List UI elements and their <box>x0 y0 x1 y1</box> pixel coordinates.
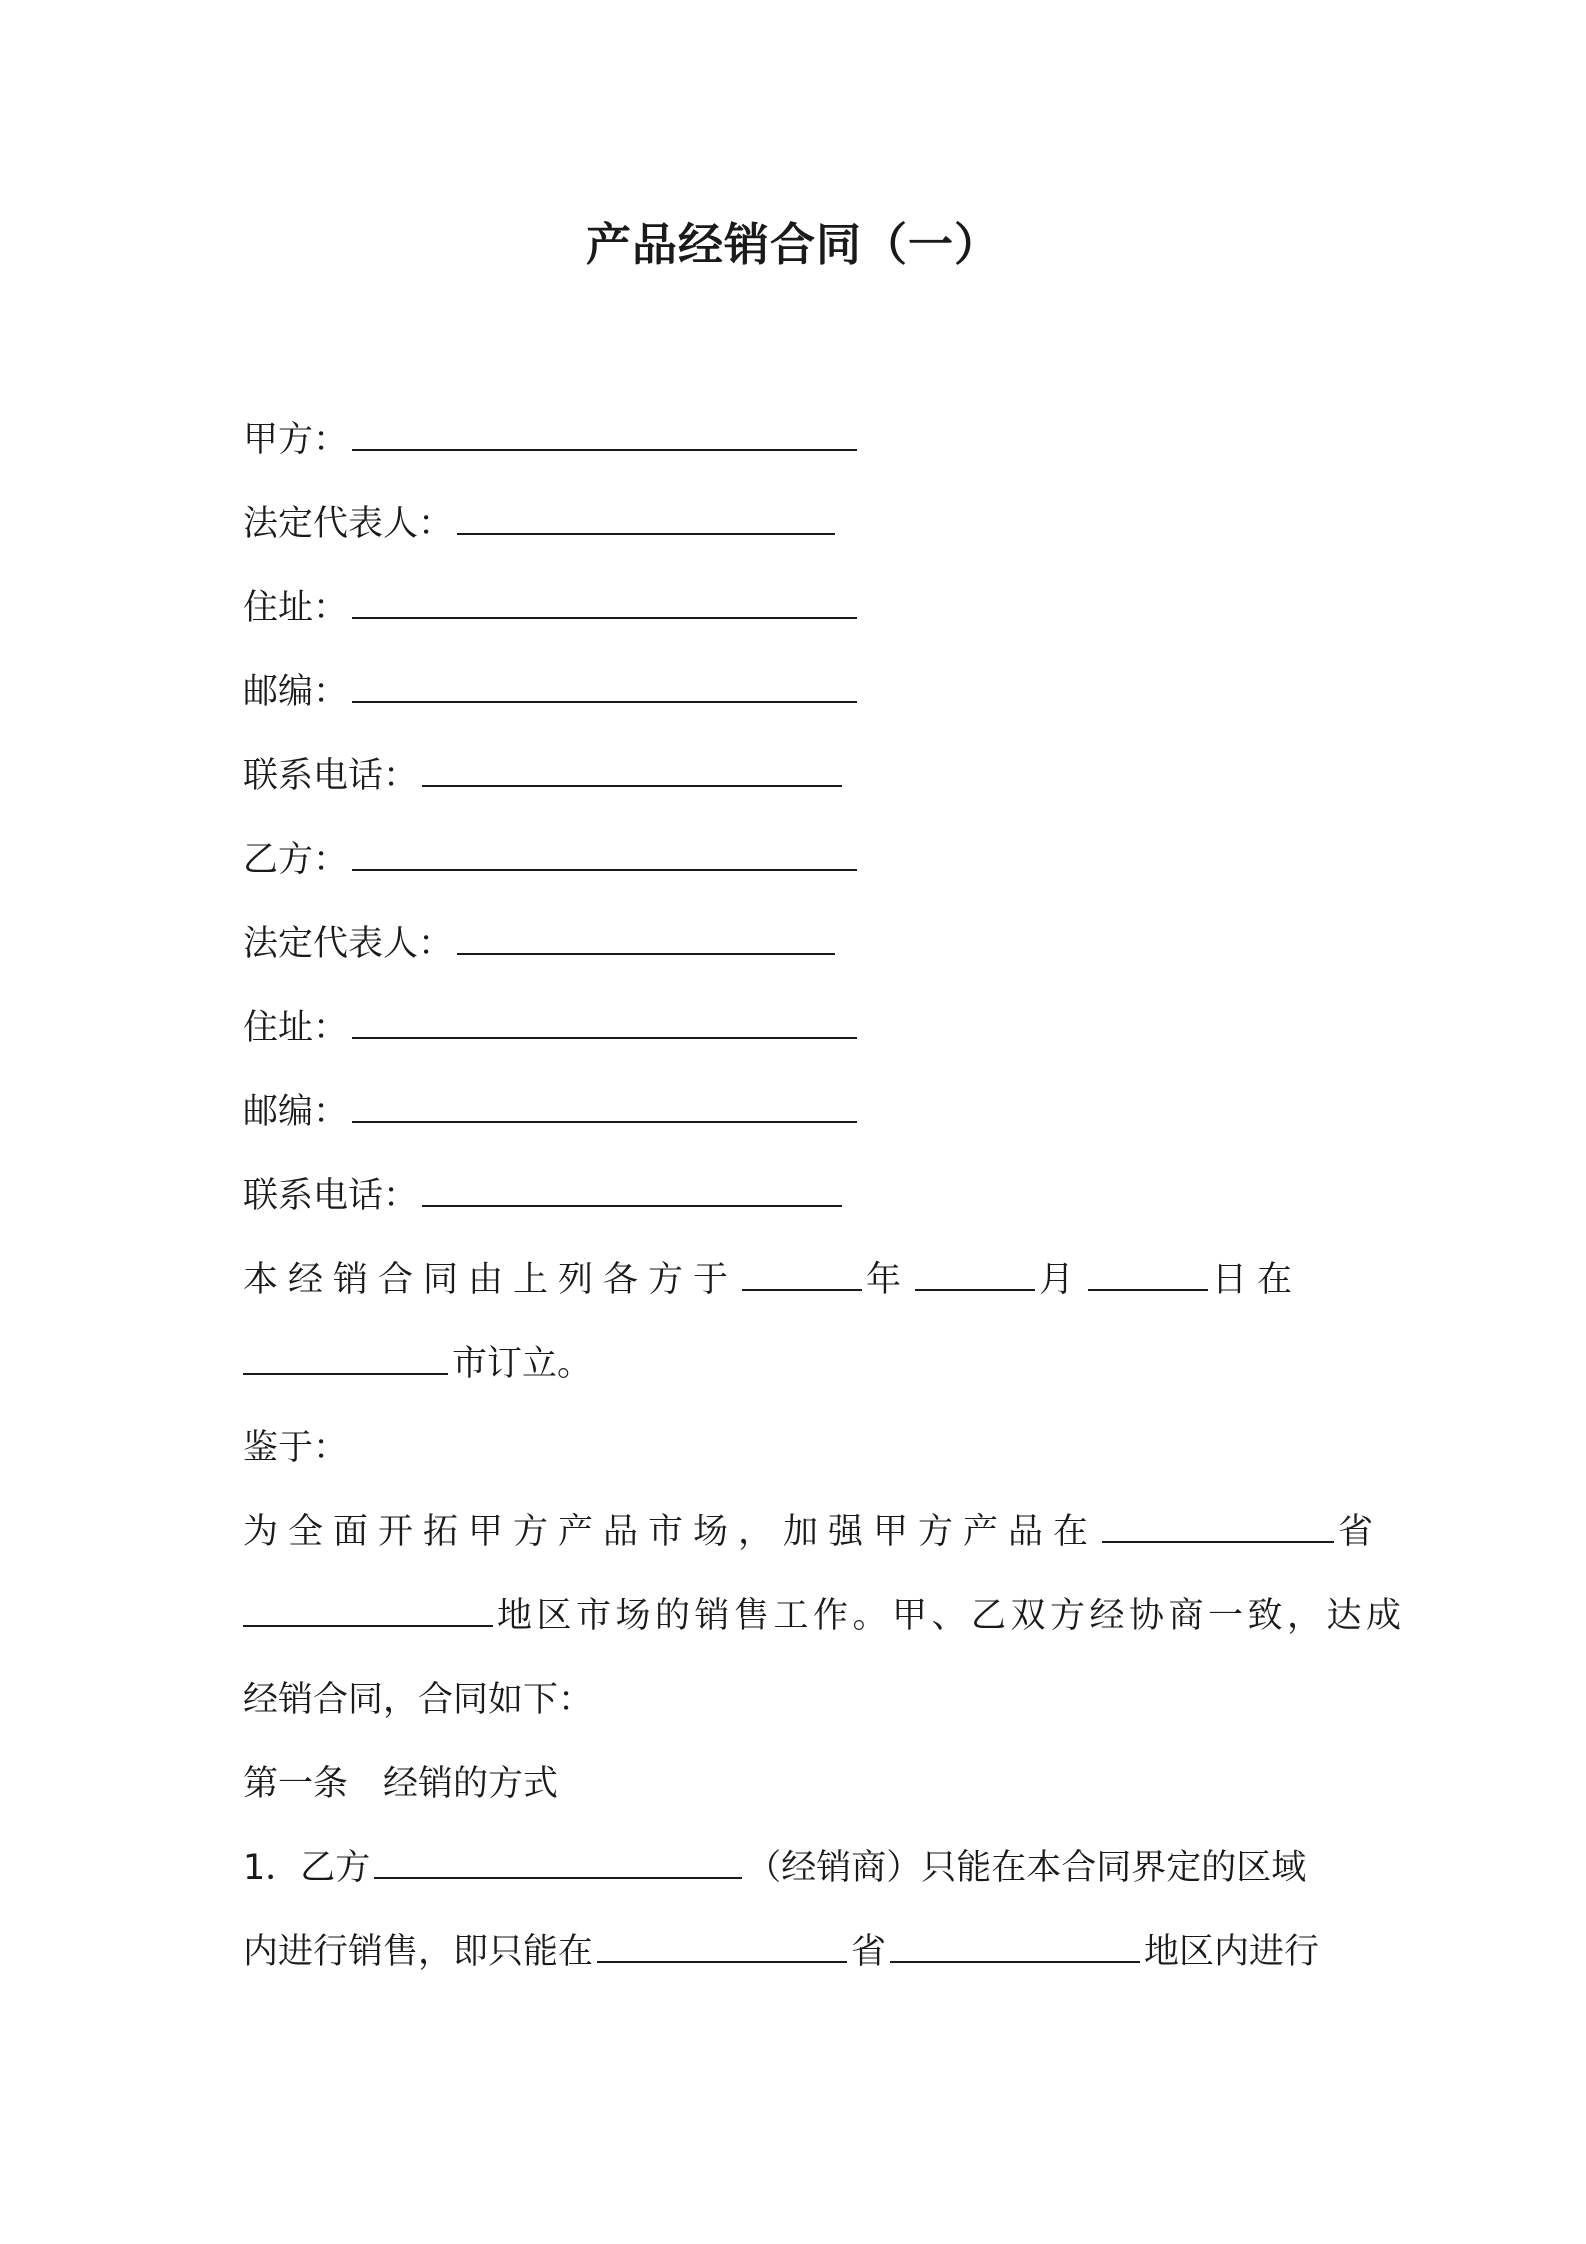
item1-text-d: 地区内进行 <box>1144 1932 1320 1972</box>
party-b-address-blank[interactable] <box>352 1001 857 1039</box>
item1-text-c: 内进行销售，即只能在 <box>243 1932 594 1972</box>
party-b-line <box>243 830 1353 890</box>
party-a-zip-label: 邮编： <box>243 672 349 712</box>
party-b-phone-blank[interactable] <box>422 1169 842 1207</box>
para1-region-blank[interactable] <box>243 1589 493 1627</box>
party-a-address-line <box>243 578 1353 638</box>
party-a-rep-line <box>243 494 1353 554</box>
year-blank[interactable] <box>742 1253 862 1291</box>
item1-province-label: 省 <box>851 1932 887 1972</box>
day-label: 日在 <box>1212 1260 1303 1300</box>
document-title: 产品经销合同（一） <box>585 218 1000 271</box>
item1-text-a: 1．乙方 <box>243 1848 371 1888</box>
item1-dealer-blank[interactable] <box>374 1841 742 1879</box>
party-a-blank[interactable] <box>352 413 857 451</box>
month-blank[interactable] <box>915 1253 1035 1291</box>
party-b-zip-label: 邮编： <box>243 1092 349 1132</box>
party-a-rep-blank[interactable] <box>457 497 835 535</box>
party-a-address-blank[interactable] <box>352 581 857 619</box>
month-label: 月 <box>1039 1260 1085 1300</box>
party-b-label: 乙方： <box>243 840 349 880</box>
item1-province-blank[interactable] <box>597 1925 847 1963</box>
para1-province-label: 省 <box>1338 1512 1384 1552</box>
day-blank[interactable] <box>1088 1253 1208 1291</box>
article1-title: 第一条 经销的方式 <box>243 1764 559 1804</box>
party-a-address-label: 住址： <box>243 588 349 628</box>
item1-line2 <box>243 1922 1353 1982</box>
party-b-zip-line <box>243 1082 1353 1142</box>
party-b-blank[interactable] <box>352 833 857 871</box>
party-b-address-line <box>243 998 1353 1058</box>
signing-line <box>243 1250 1353 1310</box>
para1-line2 <box>243 1586 1406 1646</box>
year-label: 年 <box>866 1260 912 1300</box>
party-b-rep-line <box>243 914 1353 974</box>
party-a-rep-label: 法定代表人： <box>243 504 454 544</box>
para1-text-b: 地区市场的销售工作。甲、乙双方经协商一致，达成 <box>497 1596 1406 1636</box>
signing-intro: 本经销合同由上列各方于 <box>243 1260 739 1300</box>
party-a-zip-blank[interactable] <box>352 665 857 703</box>
party-b-rep-label: 法定代表人： <box>243 924 454 964</box>
item1-region-blank[interactable] <box>890 1925 1140 1963</box>
party-b-zip-blank[interactable] <box>352 1085 857 1123</box>
city-blank[interactable] <box>243 1337 448 1375</box>
party-b-rep-blank[interactable] <box>457 917 835 955</box>
party-a-phone-blank[interactable] <box>422 749 842 787</box>
party-a-zip-line <box>243 662 1353 722</box>
party-a-label: 甲方： <box>243 420 349 460</box>
para1-line1 <box>243 1502 1384 1562</box>
signing-city-line <box>243 1334 1353 1394</box>
party-b-phone-line <box>243 1166 1353 1226</box>
party-a-line <box>243 410 1353 470</box>
para1-province-blank[interactable] <box>1102 1505 1334 1543</box>
party-b-phone-label: 联系电话： <box>243 1176 419 1216</box>
party-b-address-label: 住址： <box>243 1008 349 1048</box>
party-a-phone-label: 联系电话： <box>243 756 419 796</box>
para1-line3: 经销合同，合同如下： <box>243 1680 594 1720</box>
item1-text-b: （经销商）只能在本合同界定的区域 <box>746 1848 1307 1888</box>
city-label: 市订立。 <box>452 1344 593 1384</box>
whereas-heading: 鉴于： <box>243 1428 349 1468</box>
item1-line1 <box>243 1838 1353 1898</box>
party-a-phone-line <box>243 746 1353 806</box>
para1-text-a: 为全面开拓甲方产品市场，加强甲方产品在 <box>243 1512 1099 1552</box>
